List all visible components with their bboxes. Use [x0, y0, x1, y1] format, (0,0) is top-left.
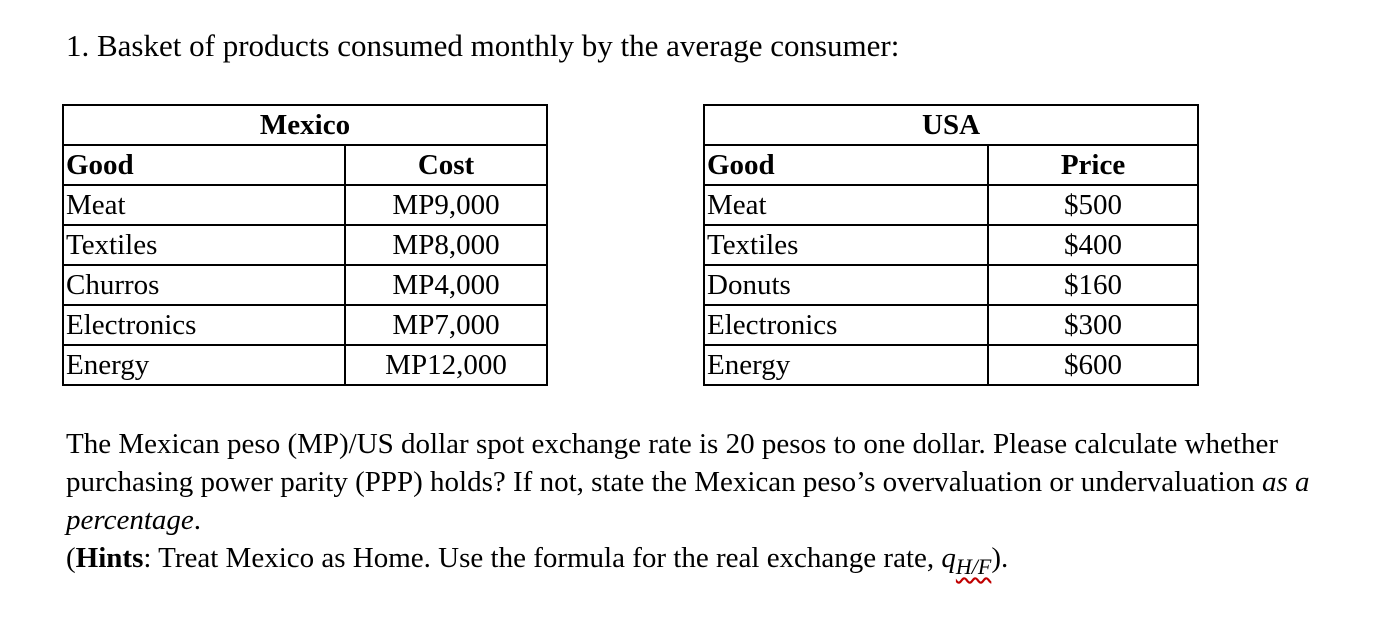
table-row [704, 305, 1198, 345]
hints-label: Hints [75, 542, 144, 574]
question-italic-text: as a percentage [66, 466, 1310, 536]
good-cell: Energy [63, 345, 345, 385]
hints-text [66, 539, 1366, 586]
table-row [63, 225, 547, 265]
hints-body: : Treat Mexico as Home. Use the formula for the real exchange rate, [143, 542, 942, 574]
mexico-col-good: Good [63, 145, 345, 185]
table-row [63, 305, 547, 345]
table-row [63, 265, 547, 305]
question-heading: 1. Basket of products consumed monthly by the average consumer: [66, 28, 900, 63]
good-cell: Textiles [63, 225, 345, 265]
good-cell: Electronics [63, 305, 345, 345]
price-cell: $160 [988, 265, 1198, 305]
good-cell: Electronics [704, 305, 988, 345]
table-row [63, 185, 547, 225]
cost-cell: MP12,000 [345, 345, 547, 385]
price-cell: $500 [988, 185, 1198, 225]
usa-table [703, 104, 1199, 386]
hints-open: ( [66, 542, 76, 574]
price-cell: $600 [988, 345, 1198, 385]
hints-close: ). [991, 542, 1009, 574]
mexico-col-cost: Cost [345, 145, 547, 185]
usa-col-good: Good [704, 145, 988, 185]
good-cell: Donuts [704, 265, 988, 305]
good-cell: Churros [63, 265, 345, 305]
real-exchange-rate-symbol: q [941, 542, 956, 574]
question-body [66, 425, 1366, 586]
good-cell: Energy [704, 345, 988, 385]
question-text [66, 425, 1366, 539]
good-cell: Textiles [704, 225, 988, 265]
table-row [704, 185, 1198, 225]
real-exchange-rate-subscript: H/F [955, 553, 992, 579]
price-cell: $300 [988, 305, 1198, 345]
mexico-title: Mexico [63, 105, 547, 145]
cost-cell: MP4,000 [345, 265, 547, 305]
good-cell: Meat [704, 185, 988, 225]
table-row [63, 345, 547, 385]
cost-cell: MP8,000 [345, 225, 547, 265]
cost-cell: MP7,000 [345, 305, 547, 345]
table-row [704, 345, 1198, 385]
mexico-table [62, 104, 548, 386]
cost-cell: MP9,000 [345, 185, 547, 225]
table-row [704, 225, 1198, 265]
usa-col-price: Price [988, 145, 1198, 185]
table-row [704, 265, 1198, 305]
question-end: . [193, 504, 202, 536]
good-cell: Meat [63, 185, 345, 225]
usa-title: USA [704, 105, 1198, 145]
question-main-text: The Mexican peso (MP)/US dollar spot exchange rate is 20 pesos to one dollar. Please calculate whether purchasing power parity (PPP) holds? If not, state the Mexican peso’s overvaluation or undervaluation [66, 428, 1279, 498]
price-cell: $400 [988, 225, 1198, 265]
